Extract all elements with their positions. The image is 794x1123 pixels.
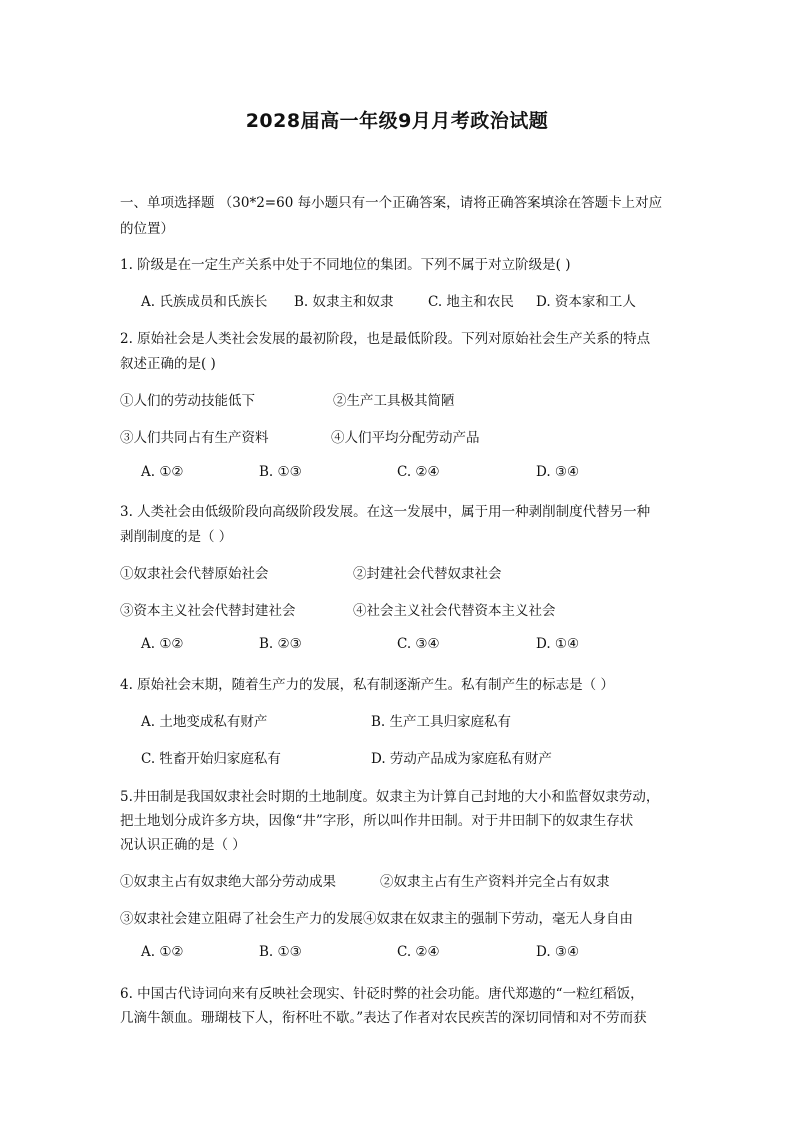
option-a: A. ①② xyxy=(141,944,184,960)
question-2-stem: 2. 原始社会是人类社会发展的最初阶段，也是最低阶段。下列对原始社会生产关系的特点 xyxy=(120,331,651,347)
option-c: C. ③④ xyxy=(397,636,440,652)
question-5-items-row-1 xyxy=(0,870,794,890)
option-a: A. 氏族成员和氏族长 xyxy=(141,294,268,310)
question-2-items-row-1 xyxy=(0,389,794,409)
question-5-stem-cont-1: 把土地划分成许多方块，因像“井”字形，所以叫作井田制。对于井田制下的奴隶生存状 xyxy=(120,813,634,829)
question-2-items-row-2 xyxy=(0,426,794,446)
option-a: A. ①② xyxy=(141,636,184,652)
option-d: D. ③④ xyxy=(536,464,580,480)
option-d: D. 劳动产品成为家庭私有财产 xyxy=(371,751,552,767)
option-b: B. 奴隶主和奴隶 xyxy=(294,294,394,310)
option-a: A. 土地变成私有财产 xyxy=(141,714,268,730)
question-1-options xyxy=(0,290,794,310)
statement-4: ④社会主义社会代替资本主义社会 xyxy=(353,603,556,619)
question-5-stem-cont-2: 况认识正确的是（ ） xyxy=(120,837,246,853)
option-a: A. ①② xyxy=(141,464,184,480)
option-c: C. ②④ xyxy=(397,944,440,960)
option-b: B. ①③ xyxy=(259,944,302,960)
option-b: B. 生产工具归家庭私有 xyxy=(371,714,512,730)
statement-1: ①人们的劳动技能低下 xyxy=(120,393,255,409)
question-3-stem-cont: 剥削制度的是（ ） xyxy=(120,529,233,545)
question-2-stem-cont: 叙述正确的是( ) xyxy=(120,356,216,372)
statement-3: ③资本主义社会代替封建社会 xyxy=(120,603,296,619)
statement-3: ③人们共同占有生产资料 xyxy=(120,430,269,446)
option-c: C. 地主和农民 xyxy=(428,294,514,310)
statement-2: ②生产工具极其简陋 xyxy=(333,393,455,409)
question-3-items-row-1 xyxy=(0,562,794,582)
option-d: D. ③④ xyxy=(536,944,580,960)
page-title: 2028届高一年级9月月考政治试题 xyxy=(245,110,549,132)
question-5-stem: 5.井田制是我国奴隶社会时期的土地制度。奴隶主为计算自己封地的大小和监督奴隶劳动， xyxy=(120,789,660,805)
question-1-stem: 1. 阶级是在一定生产关系中处于不同地位的集团。下列不属于对立阶级是( ) xyxy=(120,257,571,273)
option-b: B. ①③ xyxy=(259,464,302,480)
statement-1: ①奴隶主占有奴隶绝大部分劳动成果 xyxy=(120,874,336,890)
section-heading: 一、单项选择题 （30*2=60 每小题只有一个正确答案，请将正确答案填涂在答题卡上对应 xyxy=(120,195,663,211)
option-d: D. ①④ xyxy=(536,636,580,652)
question-4-options-row-1 xyxy=(0,710,794,730)
statement-4: ④人们平均分配劳动产品 xyxy=(331,430,480,446)
question-6-stem-cont: 几滴牛颔血。珊瑚枝下人，衔杯吐不歇。”表达了作者对农民疾苦的深切同情和对不劳而获 xyxy=(120,1010,647,1026)
statement-2: ②奴隶主占有生产资料并完全占有奴隶 xyxy=(380,874,610,890)
question-3-stem: 3. 人类社会由低级阶段向高级阶段发展。在这一发展中，属于用一种剥削制度代替另一种 xyxy=(120,504,651,520)
statement-1: ①奴隶社会代替原始社会 xyxy=(120,566,269,582)
question-3-options xyxy=(0,636,794,656)
question-3-items-row-2 xyxy=(0,599,794,619)
option-b: B. ②③ xyxy=(259,636,302,652)
option-c: C. 牲畜开始归家庭私有 xyxy=(141,751,281,767)
question-4-stem: 4. 原始社会末期，随着生产力的发展，私有制逐渐产生。私有制产生的标志是（ ） xyxy=(120,677,614,693)
question-4-options-row-2 xyxy=(0,747,794,767)
option-d: D. 资本家和工人 xyxy=(536,294,636,310)
question-5-items-row-2: ③奴隶社会建立阻碍了社会生产力的发展④奴隶在奴隶主的强制下劳动，毫无人身自由 xyxy=(120,911,633,927)
statement-2: ②封建社会代替奴隶社会 xyxy=(353,566,502,582)
question-6-stem: 6. 中国古代诗词向来有反映社会现实、针砭时弊的社会功能。唐代郑遨的“一粒红稻饭， xyxy=(120,986,644,1002)
option-c: C. ②④ xyxy=(397,464,440,480)
question-5-options xyxy=(0,944,794,964)
section-heading-cont: 的位置） xyxy=(120,221,174,237)
question-2-options xyxy=(0,464,794,484)
